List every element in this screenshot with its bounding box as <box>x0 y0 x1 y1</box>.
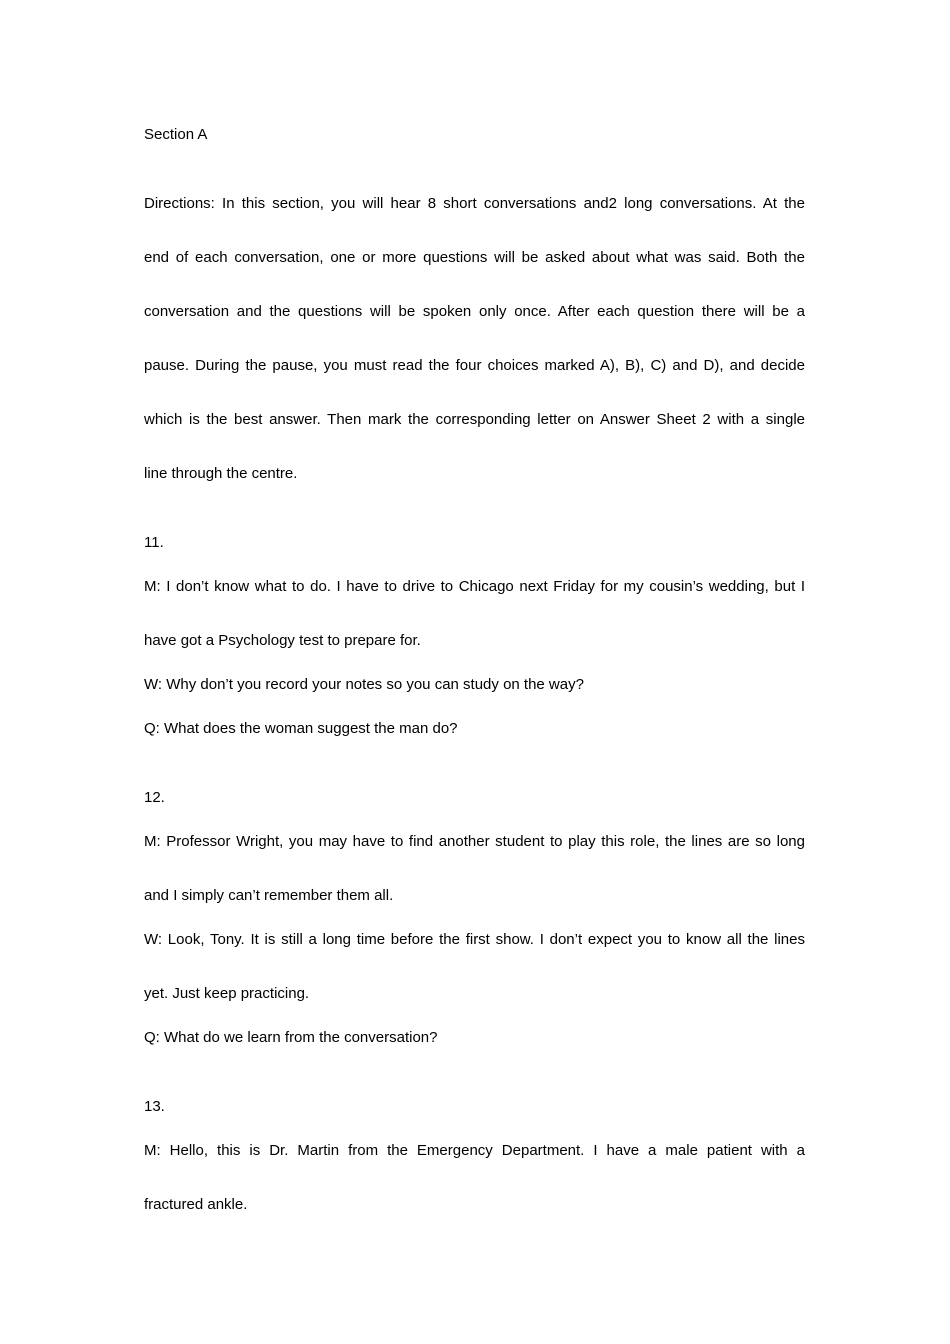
dialogue-line: M: Professor Wright, you may have to find another student to play this role, the lines are so long <box>144 833 805 850</box>
dialogue-line: W: Look, Tony. It is still a long time before the first show. I don’t expect you to know all the lines <box>144 931 805 948</box>
directions-line: which is the best answer. Then mark the corresponding letter on Answer Sheet 2 with a single <box>144 411 805 428</box>
dialogue-line: yet. Just keep practicing. <box>144 985 310 1002</box>
dialogue-line: fractured ankle. <box>144 1196 248 1213</box>
question-number: 13. <box>144 1098 165 1115</box>
directions-line: conversation and the questions will be spoken only once. After each question there will be a <box>144 303 805 320</box>
question-prompt: Q: What does the woman suggest the man do? <box>144 720 458 737</box>
directions-line: pause. During the pause, you must read the four choices marked A), B), C) and D), and decide <box>144 357 805 374</box>
directions-line: end of each conversation, one or more questions will be asked about what was said. Both the <box>144 249 805 266</box>
directions-line: line through the centre. <box>144 465 298 482</box>
dialogue-line: M: I don’t know what to do. I have to drive to Chicago next Friday for my cousin’s wedding, but I <box>144 578 805 595</box>
section-title: Section A <box>144 126 208 143</box>
directions-line: Directions: In this section, you will hear 8 short conversations and2 long conversations. At the <box>144 195 805 212</box>
question-prompt: Q: What do we learn from the conversation? <box>144 1029 438 1046</box>
dialogue-line: M: Hello, this is Dr. Martin from the Emergency Department. I have a male patient with a <box>144 1142 805 1159</box>
dialogue-line: have got a Psychology test to prepare for. <box>144 632 421 649</box>
dialogue-line: W: Why don’t you record your notes so you can study on the way? <box>144 676 584 693</box>
question-number: 11. <box>144 534 164 551</box>
dialogue-line: and I simply can’t remember them all. <box>144 887 394 904</box>
question-number: 12. <box>144 789 165 806</box>
